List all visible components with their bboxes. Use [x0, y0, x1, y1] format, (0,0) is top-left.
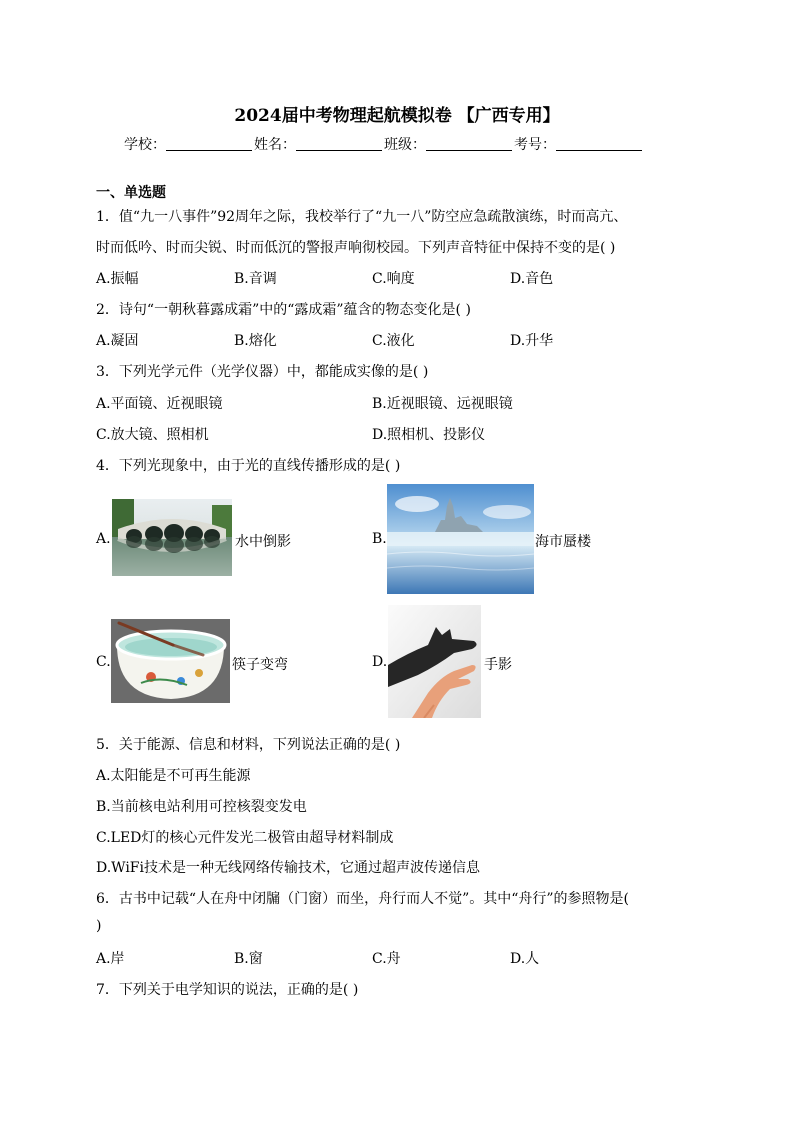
q1-option-b[interactable]: B.音调 [234, 271, 277, 287]
school-blank[interactable] [166, 136, 252, 151]
question-6-line-2: ) [96, 918, 102, 934]
mirage-image [387, 484, 534, 594]
q1-option-a[interactable]: A.振幅 [96, 271, 139, 287]
q6-option-a[interactable]: A.岸 [96, 951, 125, 967]
q4-option-b-caption: 海市蜃楼 [535, 534, 591, 550]
question-6-line-1: 6．古书中记载“人在舟中闭牖（门窗）而坐，舟行而人不觉”。其中“舟行”的参照物是( [96, 891, 629, 907]
chopsticks-bowl-image [111, 619, 230, 703]
question-5: 5．关于能源、信息和材料，下列说法正确的是( ) [96, 737, 401, 753]
q4-option-a-caption: 水中倒影 [235, 534, 291, 550]
q2-option-c[interactable]: C.液化 [372, 333, 415, 349]
question-1-line-1: 1．值“九一八事件”92周年之际，我校举行了“九一八”防空应急疏散演练，时而高亢、 [96, 209, 628, 225]
q4-option-b-letter[interactable]: B. [372, 531, 387, 547]
name-label: 姓名： [254, 137, 296, 153]
q3-option-c[interactable]: C.放大镜、照相机 [96, 427, 209, 443]
q4-option-d-caption: 手影 [484, 657, 512, 673]
q5-option-d[interactable]: D.WiFi技术是一种无线网络传输技术，它通过超声波传递信息 [96, 860, 480, 876]
q1-option-d[interactable]: D.音色 [510, 271, 554, 287]
q3-option-a[interactable]: A.平面镜、近视眼镜 [96, 396, 223, 412]
question-4: 4．下列光现象中，由于光的直线传播形成的是( ) [96, 458, 401, 474]
exam-title: 2024届中考物理起航模拟卷 【广西专用】 [234, 106, 560, 126]
class-label: 班级： [384, 137, 426, 153]
q2-option-d[interactable]: D.升华 [510, 333, 554, 349]
q2-option-b[interactable]: B.熔化 [234, 333, 277, 349]
q4-option-c-caption: 筷子变弯 [232, 657, 288, 673]
q4-option-a-letter[interactable]: A. [96, 531, 111, 547]
q5-option-a[interactable]: A.太阳能是不可再生能源 [96, 768, 251, 784]
section-heading: 一、单选题 [96, 185, 166, 201]
school-label: 学校： [124, 137, 166, 153]
question-1-line-2: 时而低吟、时而尖锐、时而低沉的警报声响彻校园。下列声音特征中保持不变的是( ) [96, 240, 616, 256]
number-label: 考号： [514, 137, 556, 153]
q4-option-d-letter[interactable]: D. [372, 654, 388, 670]
q4-option-c-letter[interactable]: C. [96, 654, 111, 670]
q6-option-c[interactable]: C.舟 [372, 951, 401, 967]
class-blank[interactable] [426, 136, 512, 151]
hand-shadow-image [388, 605, 481, 718]
bridge-reflection-image [112, 499, 232, 576]
q2-option-a[interactable]: A.凝固 [96, 333, 139, 349]
question-3: 3．下列光学元件（光学仪器）中，都能成实像的是( ) [96, 364, 429, 380]
name-blank[interactable] [296, 136, 382, 151]
question-2: 2．诗句“一朝秋暮露成霜”中的“露成霜”蕴含的物态变化是( ) [96, 302, 471, 318]
question-7: 7．下列关于电学知识的说法，正确的是( ) [96, 982, 359, 998]
q6-option-b[interactable]: B.窗 [234, 951, 263, 967]
number-blank[interactable] [556, 136, 642, 151]
q6-option-d[interactable]: D.人 [510, 951, 540, 967]
student-info-line [124, 134, 644, 154]
q1-option-c[interactable]: C.响度 [372, 271, 415, 287]
q5-option-c[interactable]: C.LED灯的核心元件发光二极管由超导材料制成 [96, 830, 394, 846]
q3-option-b[interactable]: B.近视眼镜、远视眼镜 [372, 396, 513, 412]
q3-option-d[interactable]: D.照相机、投影仪 [372, 427, 486, 443]
q5-option-b[interactable]: B.当前核电站利用可控核裂变发电 [96, 799, 307, 815]
